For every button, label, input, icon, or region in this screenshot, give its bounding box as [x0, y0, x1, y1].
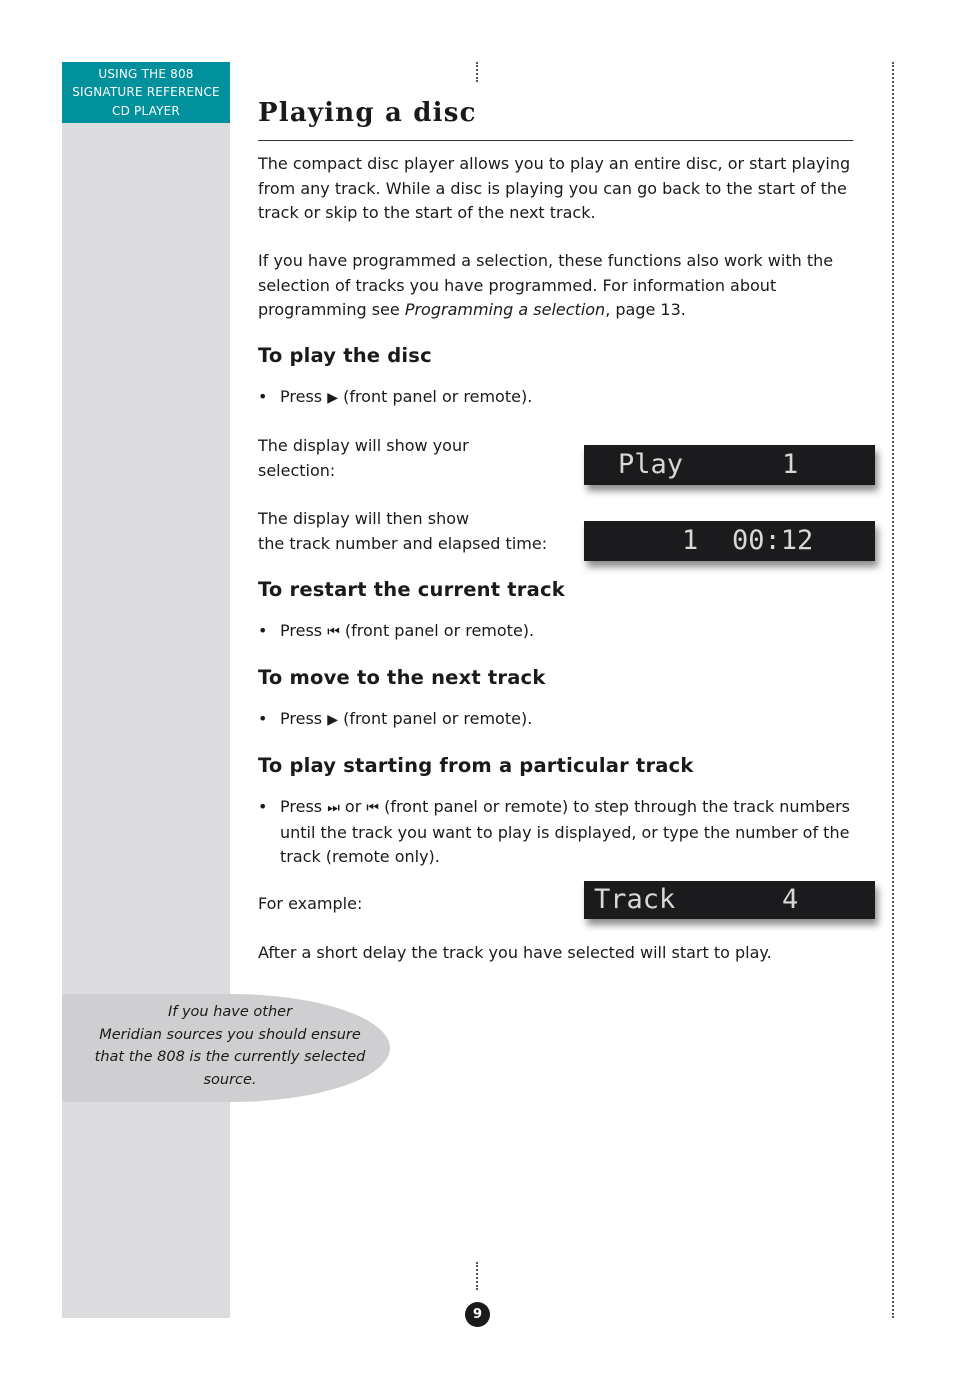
lcd-text-mode: Track — [594, 884, 676, 915]
display-label-elapsed — [258, 507, 568, 556]
intro-paragraph-1: The compact disc player allows you to play an entire disc, or start playing from any track. While a disc is playing you can go back to the start of the track or skip to the start of the next track. — [258, 154, 851, 222]
display-label-line-2: the track number and elapsed time: — [258, 533, 548, 553]
section-tab-line-2: SIGNATURE REFERENCE — [72, 85, 220, 100]
note-line-3: that the 808 is the currently selected — [94, 1049, 366, 1065]
section-tab-line-1: USING THE 808 — [98, 66, 194, 81]
lcd-display-play — [584, 445, 875, 485]
display-label-line-1: The display will show your — [258, 436, 469, 455]
bottom-dotted-marker — [476, 1262, 478, 1290]
lcd-text-track: 1 — [682, 525, 699, 556]
bullet-dot: • — [258, 797, 268, 816]
sidebar-panel — [62, 62, 230, 1318]
lcd-text-track: 1 — [782, 449, 799, 480]
bullet-rest: (front panel or remote). — [343, 709, 533, 728]
display-label-selection — [258, 434, 558, 483]
or-word: or — [344, 797, 362, 816]
bullet-rest: (front panel or remote) to step through the track numbers until the track you want to play is displayed, or type the number of the track (remote only). — [280, 797, 851, 866]
heading-restart-track: To restart the current track — [258, 578, 565, 601]
lcd-display-track — [584, 881, 875, 919]
note-line-1: If you have other — [167, 1004, 293, 1020]
lcd-text-time: 00:12 — [732, 525, 814, 556]
play-icon: ▶ — [327, 390, 338, 406]
note-line-2: Meridian sources you should ensure — [99, 1026, 361, 1043]
heading-next-track: To move to the next track — [258, 666, 546, 689]
lcd-text-track: 4 — [782, 884, 799, 915]
press-word: Press — [280, 621, 323, 640]
skip-back-icon: ⏮ — [366, 800, 379, 816]
bullet-rest: (front panel or remote). — [343, 387, 533, 406]
intro-p2-link-text: Programming a selection — [404, 300, 606, 319]
press-word: Press — [280, 797, 323, 816]
heading-particular-track: To play starting from a particular track — [258, 754, 694, 777]
heading-play-disc: To play the disc — [258, 344, 432, 367]
play-icon: ▶ — [327, 712, 338, 728]
press-word: Press — [280, 709, 323, 728]
bullet-dot: • — [258, 621, 268, 640]
bullet-rest: (front panel or remote). — [344, 621, 535, 640]
bullet-dot: • — [258, 709, 268, 728]
page-title: Playing a disc — [258, 98, 477, 128]
title-rule — [258, 140, 853, 141]
press-word: Press — [280, 387, 323, 406]
skip-forward-icon: ⏭ — [327, 800, 340, 816]
sidebar-note-text — [90, 1001, 370, 1091]
note-line-4: source. — [203, 1071, 257, 1088]
section-tab-line-3: CD PLAYER — [112, 103, 180, 118]
skip-back-icon: ⏮ — [327, 624, 340, 640]
page-number-badge: 9 — [465, 1302, 490, 1327]
display-label-line-1: The display will then show — [258, 509, 470, 528]
right-dotted-rule — [892, 62, 894, 1318]
closing-paragraph: After a short delay the track you have selected will start to play. — [258, 943, 772, 962]
intro-paragraph-2 — [258, 249, 858, 323]
example-label: For example: — [258, 894, 363, 913]
intro-p2-text: If you have programmed a selection, these functions also work with the selection of tracks you have programmed. For information about programming see — [258, 251, 834, 319]
display-label-line-2: selection: — [258, 460, 336, 480]
section-tab — [62, 62, 230, 123]
lcd-text-mode: Play — [618, 449, 684, 480]
top-dotted-marker — [476, 62, 478, 82]
bullet-dot: • — [258, 387, 268, 406]
intro-p2-page-ref: , page 13. — [605, 300, 686, 319]
lcd-display-elapsed — [584, 521, 875, 561]
